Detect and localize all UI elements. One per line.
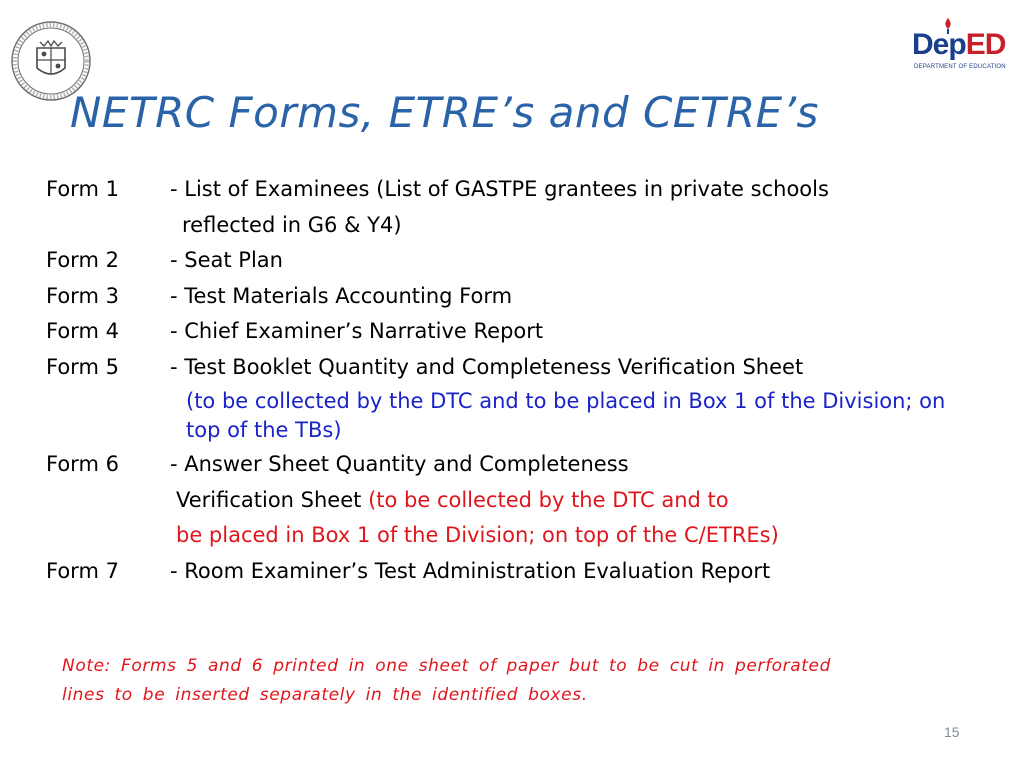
form-6-collection-note-2: be placed in Box 1 of the Division; on top of the C/ETREs) <box>176 523 779 547</box>
form-description: - Seat Plan <box>170 248 283 272</box>
form-label: Form 4 <box>46 319 119 343</box>
form-row-5 <box>46 350 1006 386</box>
form-description: - List of Examinees (List of GASTPE grantees in private schools <box>170 177 829 201</box>
form-label: Form 1 <box>46 177 119 201</box>
form-label: Form 6 <box>46 452 119 476</box>
form-label: Form 2 <box>46 248 119 272</box>
form-label: Form 3 <box>46 283 119 308</box>
deped-logo <box>912 18 1012 78</box>
form-row-2 <box>46 243 1006 279</box>
form-row-1 <box>46 172 1006 208</box>
deped-subtitle: DEPARTMENT OF EDUCATION <box>914 64 1006 70</box>
form-description-continuation: reflected in G6 & Y4) <box>182 212 402 237</box>
form-row-1-continuation <box>46 208 1006 244</box>
form-5-note <box>46 385 1006 447</box>
form-description: - Test Booklet Quantity and Completeness Verification Sheet <box>170 354 804 379</box>
form-description: - Test Materials Accounting Form <box>170 283 513 308</box>
form-description: - Answer Sheet Quantity and Completeness <box>170 452 629 476</box>
forms-list <box>46 172 1006 589</box>
form-label: Form 5 <box>46 354 119 379</box>
form-description-continuation: Verification Sheet <box>176 487 362 512</box>
form-row-7 <box>46 554 1006 590</box>
form-description: - Chief Examiner’s Narrative Report <box>170 319 544 343</box>
form-row-6-continuation-2 <box>46 518 1006 554</box>
footer-note: Note: Forms 5 and 6 printed in one sheet of paper but to be cut in perforated lines to be inserted separately in the identified boxes. <box>62 656 831 705</box>
form-description: - Room Examiner’s Test Administration Evaluation Report <box>170 558 771 583</box>
form-row-6 <box>46 447 1006 483</box>
form-row-6-continuation <box>46 483 1006 519</box>
form-6-collection-note-1: (to be collected by the DTC and to <box>368 487 729 512</box>
page-number: 15 <box>944 724 960 740</box>
form-6-line-2 <box>176 483 729 519</box>
slide-title: NETRC Forms, ETRE’s and CETRE’s <box>70 88 819 137</box>
form-row-3 <box>46 279 1006 315</box>
form-label: Form 7 <box>46 558 119 583</box>
form-row-4 <box>46 314 1006 350</box>
deped-wordmark: DepED <box>912 28 1006 61</box>
form-5-collection-note: (to be collected by the DTC and to be placed in Box 1 of the Division; on top of the TBs) <box>186 389 946 442</box>
